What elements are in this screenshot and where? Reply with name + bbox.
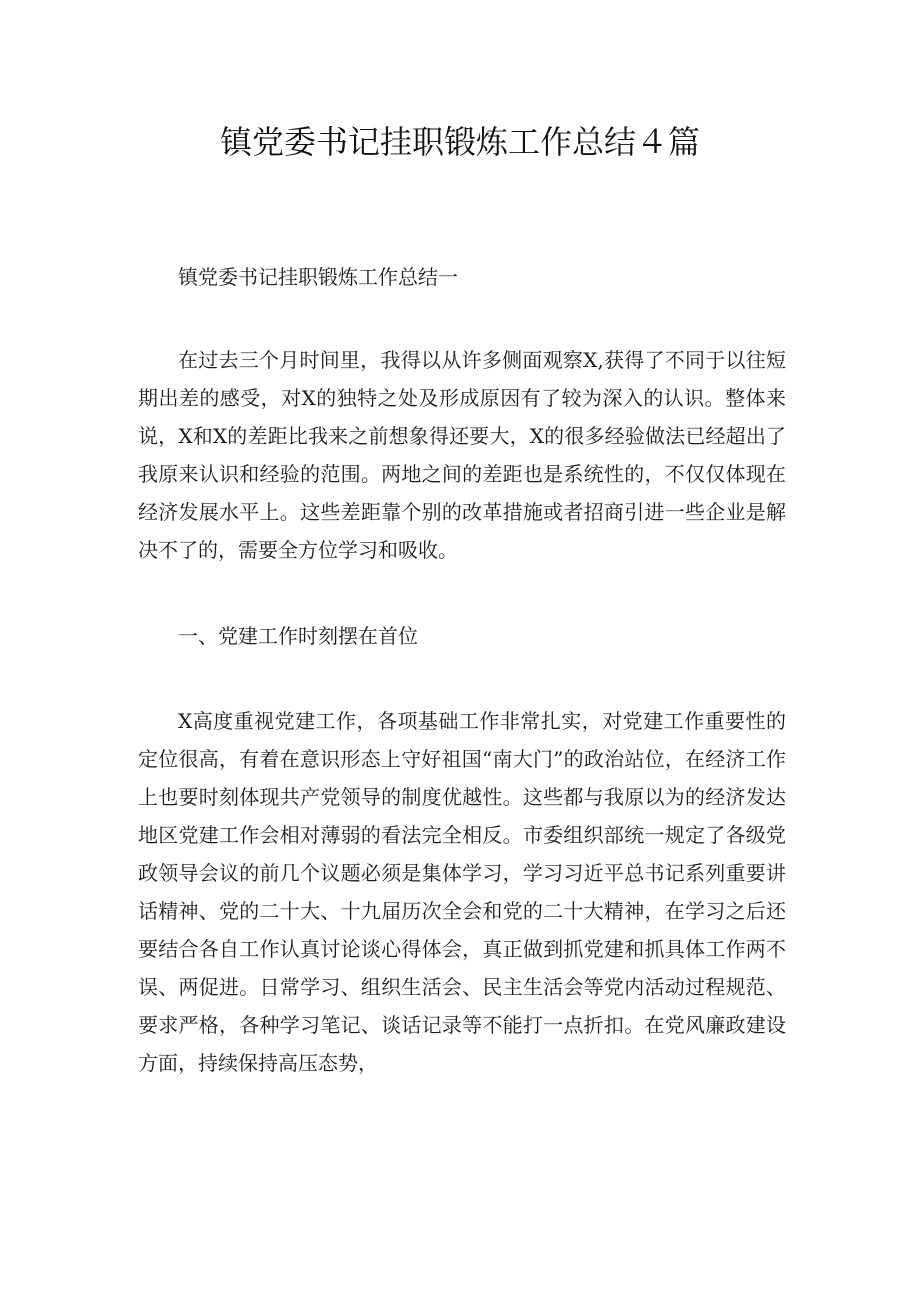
document-title: 镇党委书记挂职锻炼工作总结４篇 xyxy=(219,123,700,161)
paragraph-intro: 在过去三个月时间里，我得以从许多侧面观察X,获得了不同于以往短期出差的感受，对X的独特之处及形成原因有了较为深入的认识。整体来说，X和X的差距比我来之前想象得还要大，X的很多经验做法已经超出了我原来认识和经验的范围。两地之间的差距也是系统性的，不仅仅体现在经济发展水平上。这些差距靠个别的改革措施或者招商引进一些企业是解决不了的，需要全方位学习和吸收。 xyxy=(138,348,786,562)
section-heading-party-building: 一、党建工作时刻摆在首位 xyxy=(178,624,418,648)
paragraph-party-building: X高度重视党建工作，各项基础工作非常扎实，对党建工作重要性的定位很高，有着在意识形态上守好祖国“南大门”的政治站位，在经济工作上也要时刻体现共产党领导的制度优越性。这些都与我原以为的经济发达地区党建工作会相对薄弱的看法完全相反。市委组织部统一规定了各级党政领导会议的前几个议题必须是集体学习，学习习近平总书记系列重要讲话精神、党的二十大、十九届历次全会和党的二十大精神，在学习之后还要结合各自工作认真讨论谈心得体会，真正做到抓党建和抓具体工作两不误、两促进。日常学习、组织生活会、民主生活会等党内活动过程规范、要求严格，各种学习笔记、谈话记录等不能打一点折扣。在党风廉政建设方面，持续保持高压态势， xyxy=(138,709,786,1075)
section-subtitle: 镇党委书记挂职锻炼工作总结一 xyxy=(178,265,458,289)
